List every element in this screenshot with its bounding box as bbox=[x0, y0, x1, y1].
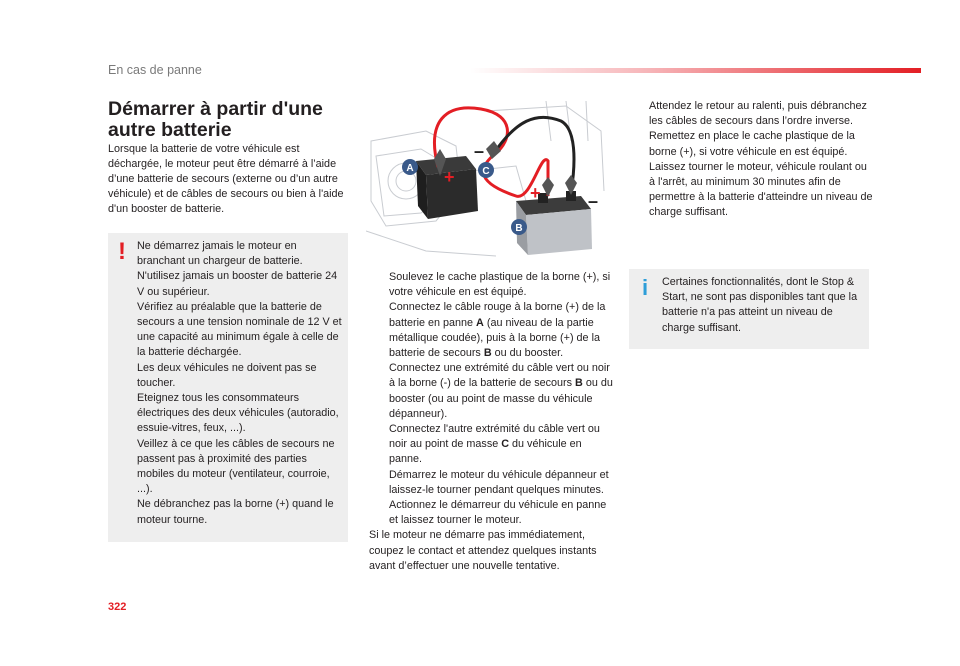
step-text: Connectez une extrémité du câble vert ou noir à la borne (-) de la batterie de secours bbox=[389, 362, 610, 390]
intro-paragraph: Lorsque la batterie de votre véhicule est déchargée, le moteur peut être démarré à l’aide d’une batterie de secours (externe ou d’un autre véhicule) et de câbles de secours ou bien à l'aide d'un booster de batterie. bbox=[108, 143, 344, 215]
step-text: Actionnez le démarreur du véhicule en panne et laissez tourner le moteur. bbox=[389, 499, 607, 527]
warning-line: N'utilisez jamais un booster de batterie 24 V ou supérieur. bbox=[137, 270, 338, 298]
svg-text:A: A bbox=[406, 163, 414, 174]
final-steps bbox=[629, 99, 874, 221]
warning-line: Veillez à ce que les câbles de secours ne passent pas à proximité des parties mobiles du moteur (ventilateur, courroie, ...). bbox=[137, 437, 335, 496]
warning-line: Les deux véhicules ne doivent pas se toucher. bbox=[137, 361, 317, 389]
warning-text bbox=[137, 239, 342, 528]
jump-start-illustration bbox=[366, 101, 606, 261]
label-a-ref: A bbox=[476, 316, 484, 329]
plus-sign-b: + bbox=[530, 183, 541, 203]
step-text: Soulevez le cache plastique de la borne (+), si votre véhicule en est équipé. bbox=[389, 271, 611, 299]
warning-line: Ne démarrez jamais le moteur en branchant un chargeur de batterie. bbox=[137, 240, 303, 268]
step-text: (au niveau de la partie métallique coudée), puis à la borne (+) de la batterie de secours bbox=[389, 316, 600, 360]
step-text: Laissez tourner le moteur, véhicule roulant ou à l'arrêt, au minimum 30 minutes afin de permettre à la batterie d'atteindre un niveau de charge suffisant. bbox=[649, 160, 873, 219]
step-item bbox=[369, 361, 614, 422]
step-text: Démarrez le moteur du véhicule dépanneur et laissez-le tourner pendant quelques minutes. bbox=[389, 468, 609, 496]
label-b-ref: B bbox=[483, 347, 492, 360]
info-text: Certaines fonctionnalités, dont le Stop & Start, ne sont pas disponibles tant que la batterie n'a pas atteint un niveau de charge suffisant. bbox=[662, 276, 858, 334]
step-item bbox=[369, 468, 614, 498]
step-text: Connectez le câble rouge à la borne (+) de la batterie en panne bbox=[389, 301, 606, 329]
label-b-badge bbox=[511, 219, 527, 235]
step-text: ou du booster (ou au point de masse du véhicule dépanneur). bbox=[389, 377, 613, 420]
info-icon: i bbox=[642, 275, 649, 300]
warning-line: Eteignez tous les consommateurs électriques des deux véhicules (autoradio, essuie-vitres, feux, ...). bbox=[137, 392, 339, 435]
minus-sign-c: – bbox=[474, 141, 485, 161]
step-item bbox=[369, 498, 614, 528]
label-c-ref: C bbox=[501, 438, 510, 451]
svg-text:C: C bbox=[482, 166, 490, 177]
warning-line: Vérifiez au préalable que la batterie de secours a une tension nominale de 12 V et une capacité au minimum égale à celle de la batterie déchargée. bbox=[137, 300, 342, 359]
step-text: ou du booster. bbox=[491, 347, 564, 360]
header-accent-bar bbox=[470, 68, 921, 73]
step-item bbox=[369, 270, 614, 300]
label-a-badge bbox=[402, 159, 418, 175]
label-c-badge bbox=[478, 162, 494, 178]
svg-text:B: B bbox=[515, 223, 523, 234]
step-text: Connectez l'autre extrémité du câble vert ou noir au point de masse bbox=[389, 423, 600, 451]
step-text: Attendez le retour au ralenti, puis débranchez les câbles de secours dans l’ordre inverse. bbox=[649, 100, 867, 128]
dead-battery bbox=[416, 156, 478, 219]
page-number: 322 bbox=[108, 601, 127, 613]
section-title: En cas de panne bbox=[108, 63, 202, 77]
exclamation-icon: ! bbox=[118, 238, 126, 265]
step-text: Remettez en place le cache plastique de la borne (+), si votre véhicule en est équipé. bbox=[649, 130, 855, 158]
retry-note: Si le moteur ne démarre pas immédiatement, coupez le contact et attendez quelques instants avant d’effectuer une nouvelle tentative. bbox=[369, 529, 597, 572]
step-text: du véhicule en panne. bbox=[389, 438, 582, 466]
step-item bbox=[629, 129, 874, 159]
warning-line: Ne débranchez pas la borne (+) quand le moteur tourne. bbox=[137, 498, 334, 526]
booster-battery bbox=[516, 191, 592, 255]
step-item bbox=[369, 300, 614, 361]
plus-sign-a: + bbox=[444, 167, 455, 187]
step-item bbox=[369, 422, 614, 468]
procedure-steps bbox=[369, 270, 614, 574]
step-item bbox=[629, 160, 874, 221]
label-b-ref: B bbox=[575, 377, 583, 390]
page-heading: Démarrer à partir d'une autre batterie bbox=[108, 98, 323, 141]
minus-sign-b: – bbox=[588, 191, 599, 211]
step-item bbox=[629, 99, 874, 129]
